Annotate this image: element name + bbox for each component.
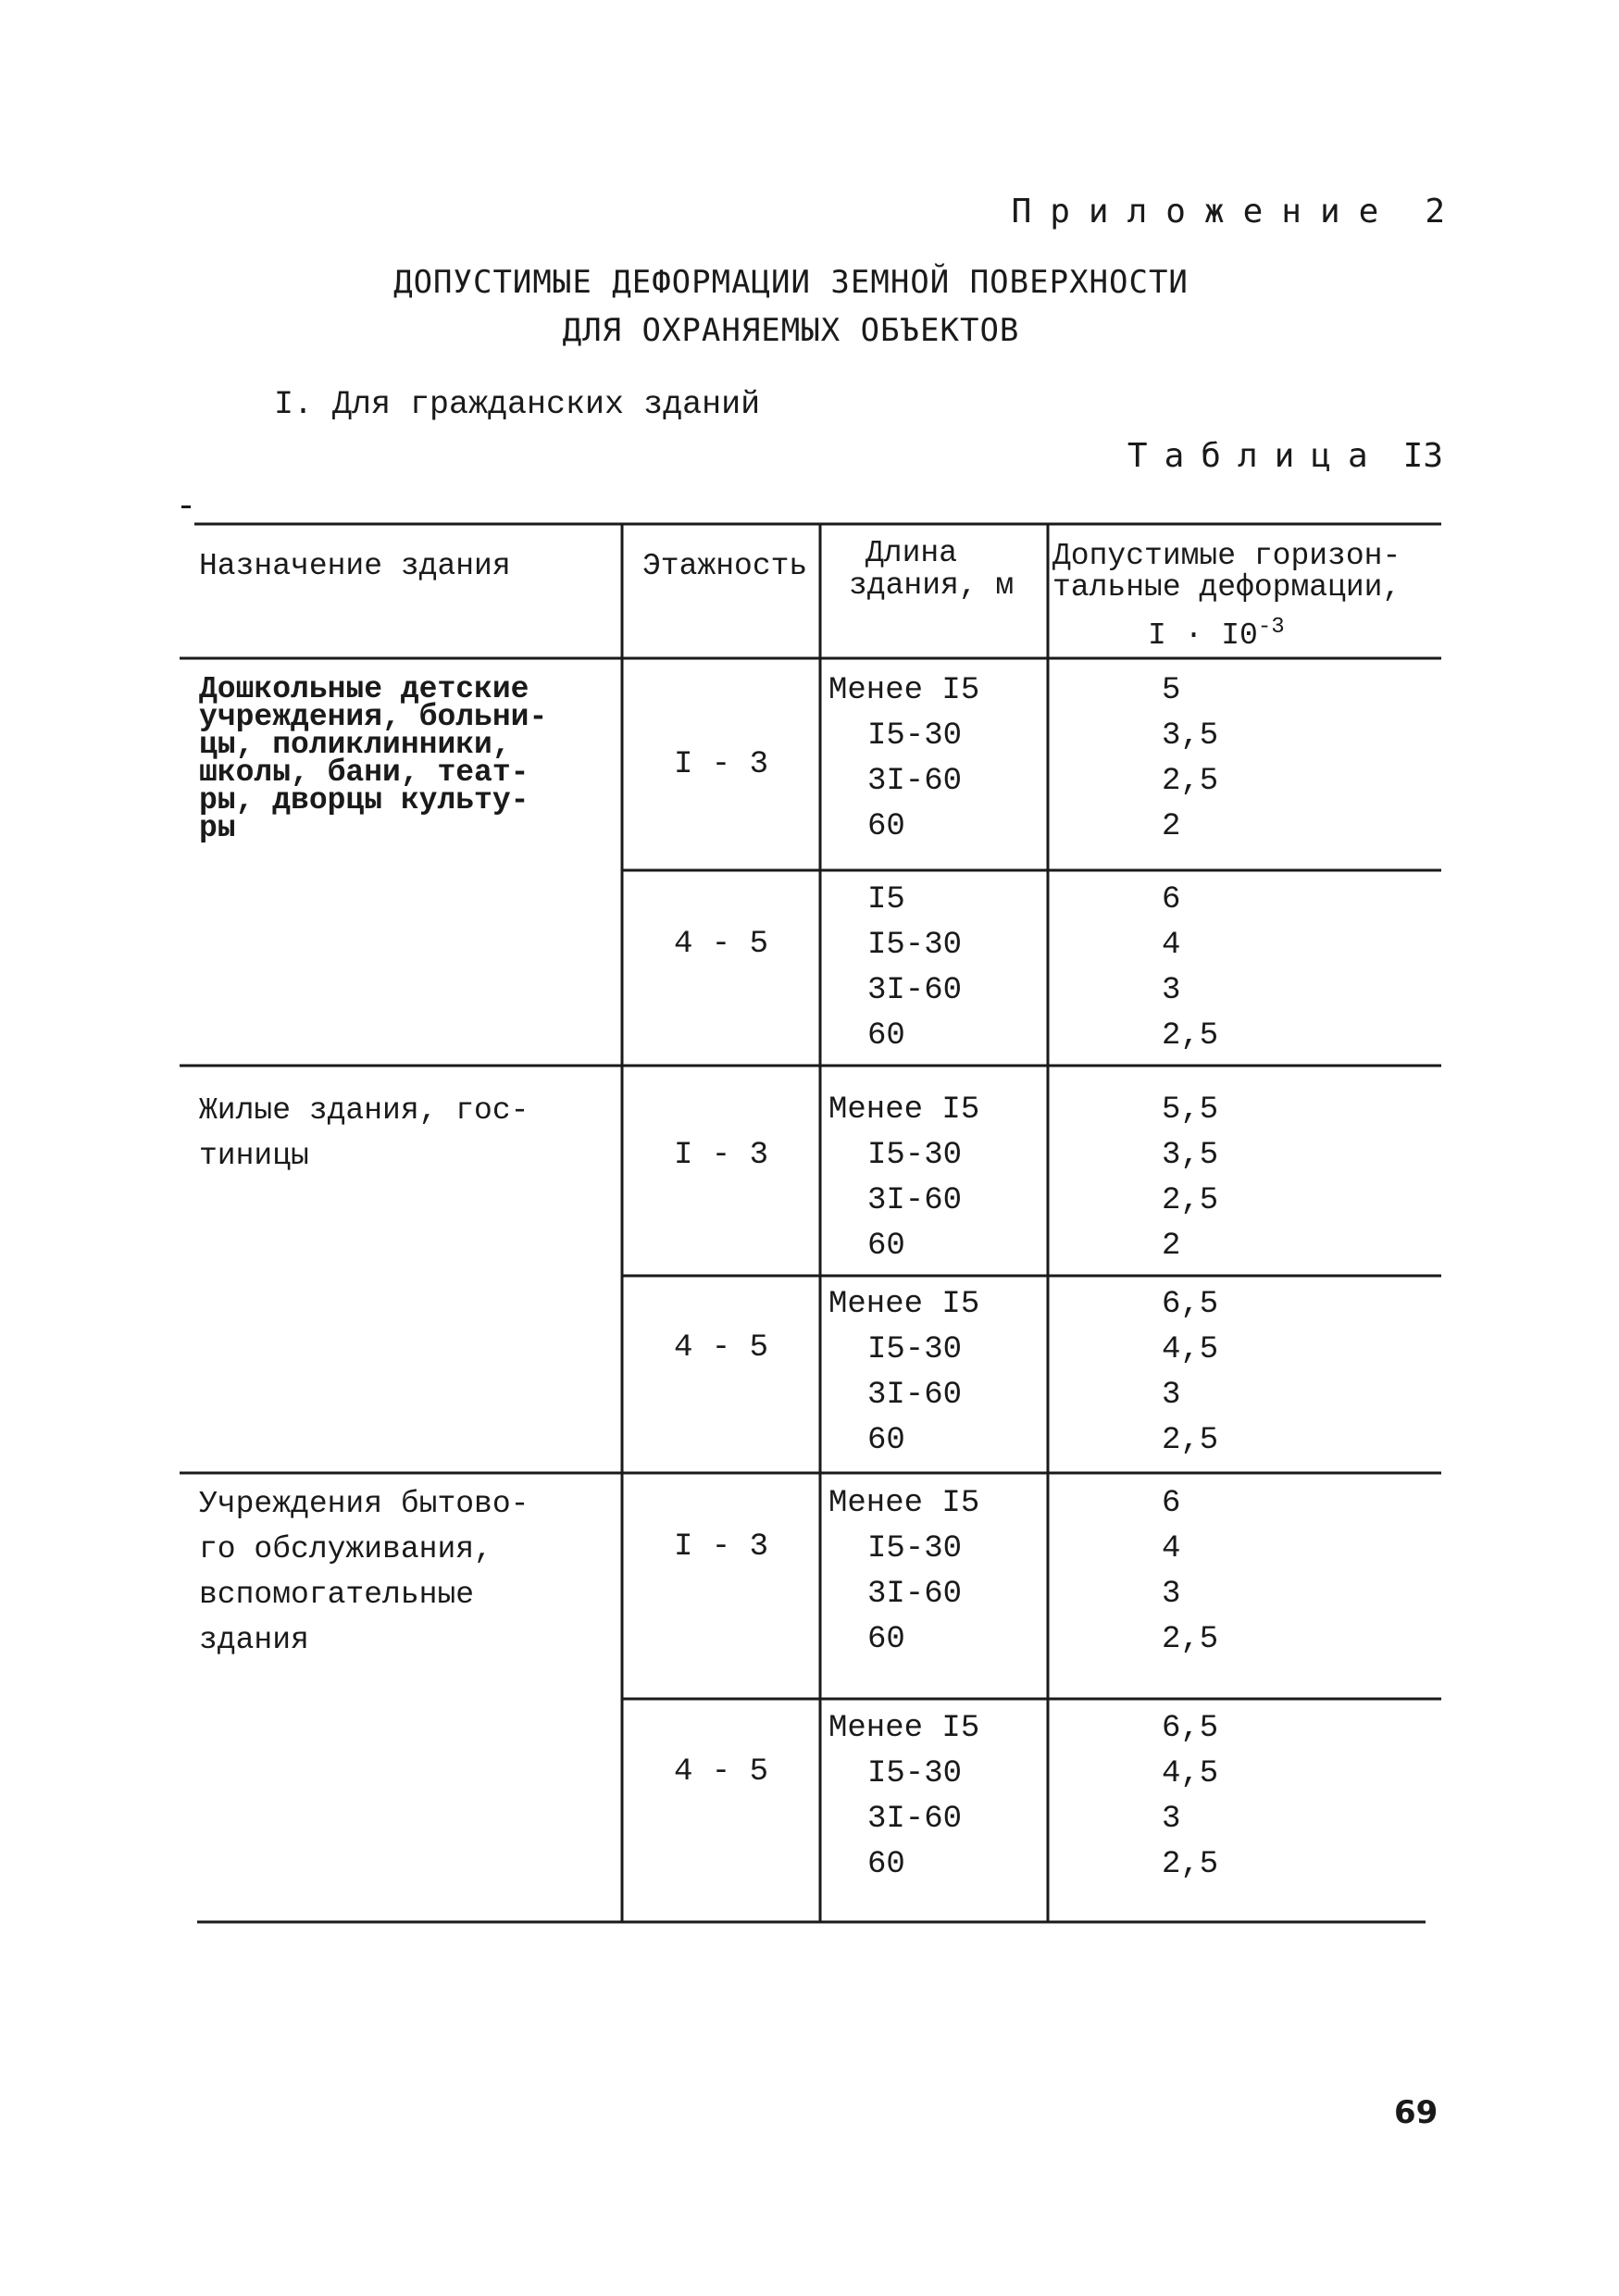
length-value: 3I-60	[867, 1378, 963, 1413]
purpose-line: тиницы	[199, 1139, 309, 1173]
values-g3-s2	[1162, 1706, 1218, 1888]
length-value: I5-30	[867, 1531, 963, 1566]
floors-g3-s2: 4 - 5	[673, 1754, 769, 1790]
length-value: I5-30	[867, 1138, 963, 1173]
purpose-group-1	[199, 672, 616, 845]
deformation-value: 2,5	[1162, 1847, 1219, 1882]
length-value: I5-30	[867, 718, 963, 754]
deformation-value: 2	[1162, 1229, 1181, 1264]
lengths-g3-s2	[828, 1706, 979, 1888]
deformation-value: 2,5	[1162, 764, 1219, 799]
deformation-value: 3	[1162, 973, 1181, 1008]
deformation-value: 4,5	[1162, 1756, 1219, 1791]
floors-g1-s1: I - 3	[673, 747, 769, 782]
floors-g1-s2: 4 - 5	[673, 927, 769, 962]
length-value: Менее I5	[828, 1486, 980, 1521]
deformation-value: 6	[1162, 882, 1181, 917]
deformation-value: 3,5	[1162, 1138, 1219, 1173]
length-value: Менее I5	[828, 1092, 980, 1128]
deformation-value: 2	[1162, 809, 1181, 844]
length-value: I5	[867, 882, 905, 917]
table-word: Таблица	[1127, 437, 1385, 475]
appendix-word: Приложение	[1011, 193, 1398, 231]
floors-g2-s1: I - 3	[673, 1138, 769, 1173]
deformation-value: 6	[1162, 1486, 1181, 1521]
purpose-group-2	[199, 1088, 616, 1179]
deformation-value: 2,5	[1162, 1183, 1219, 1218]
deformation-value: 6,5	[1162, 1287, 1219, 1322]
lengths-g2-s2	[828, 1282, 979, 1464]
purpose-line: Учреждения бытово-	[199, 1487, 529, 1521]
document-title-line-2: ДЛЯ ОХРАНЯЕМЫХ ОБЪЕКТОВ	[562, 312, 1020, 349]
header-length-2: здания, м	[849, 568, 1015, 603]
header-deformation-1: Допустимые горизон-	[1052, 539, 1401, 573]
deformation-value: 3,5	[1162, 718, 1219, 754]
length-value: 60	[867, 1847, 905, 1882]
purpose-line: Жилые здания, гос-	[199, 1093, 529, 1128]
document-title-line-1: ДОПУСТИМЫЕ ДЕФОРМАЦИИ ЗЕМНОЙ ПОВЕРХНОСТИ	[393, 264, 1189, 301]
header-deformation-2: тальные деформации,	[1052, 570, 1401, 605]
purpose-line: школы, бани, теат-	[199, 755, 529, 790]
unit-base: I · I0	[1148, 618, 1258, 653]
purpose-group-3	[199, 1481, 616, 1663]
length-value: 3I-60	[867, 1183, 963, 1218]
stray-mark	[181, 505, 191, 508]
floors-g2-s2: 4 - 5	[673, 1330, 769, 1366]
length-value: Менее I5	[828, 1711, 980, 1746]
table-number: I3	[1402, 437, 1443, 475]
length-value: I5-30	[867, 1332, 963, 1367]
deformation-value: 5,5	[1162, 1092, 1219, 1128]
page-number: 69	[1394, 2094, 1438, 2131]
length-value: 60	[867, 809, 905, 844]
deformation-value: 2,5	[1162, 1018, 1219, 1054]
deformation-value: 2,5	[1162, 1423, 1219, 1458]
header-length-1: Длина	[866, 536, 958, 570]
length-value: 60	[867, 1423, 905, 1458]
values-g2-s1	[1162, 1088, 1218, 1269]
values-g1-s1	[1162, 668, 1218, 850]
values-g3-s1	[1162, 1481, 1218, 1663]
length-value: 3I-60	[867, 1802, 963, 1837]
purpose-line: ры, дворцы культу-	[199, 783, 529, 817]
header-deformation-unit	[1148, 611, 1285, 652]
length-value: 3I-60	[867, 764, 963, 799]
lengths-g2-s1	[828, 1088, 979, 1269]
purpose-line: учреждения, больни-	[199, 700, 548, 734]
values-g1-s2	[1162, 878, 1218, 1059]
header-purpose: Назначение здания	[199, 549, 511, 583]
purpose-line: го обслуживания,	[199, 1532, 492, 1566]
lengths-g1-s2	[867, 878, 962, 1059]
header-floors: Этажность	[642, 549, 808, 583]
length-value: I5-30	[867, 928, 963, 963]
length-value: Менее I5	[828, 1287, 980, 1322]
section-heading: I. Для гражданских зданий	[274, 386, 761, 423]
deformation-value: 2,5	[1162, 1622, 1219, 1657]
appendix-label	[1012, 193, 1445, 231]
values-g2-s2	[1162, 1282, 1218, 1464]
deformation-value: 3	[1162, 1802, 1181, 1837]
purpose-line: здания	[199, 1623, 309, 1657]
unit-exponent: -3	[1257, 615, 1285, 640]
purpose-line: Дошкольные детские	[199, 672, 529, 706]
length-value: 60	[867, 1229, 905, 1264]
purpose-line: вспомогательные	[199, 1578, 475, 1612]
length-value: I5-30	[867, 1756, 963, 1791]
length-value: 60	[867, 1622, 905, 1657]
deformation-value: 4	[1162, 1531, 1181, 1566]
deformation-value: 4,5	[1162, 1332, 1219, 1367]
deformation-value: 6,5	[1162, 1711, 1219, 1746]
deformation-value: 3	[1162, 1378, 1181, 1413]
length-value: 60	[867, 1018, 905, 1054]
deformation-value: 4	[1162, 928, 1181, 963]
length-value: Менее I5	[828, 673, 980, 708]
length-value: 3I-60	[867, 973, 963, 1008]
appendix-number: 2	[1425, 193, 1445, 231]
purpose-line: цы, поликлинники,	[199, 728, 511, 762]
deformation-value: 3	[1162, 1577, 1181, 1612]
length-value: 3I-60	[867, 1577, 963, 1612]
deformation-value: 5	[1162, 673, 1181, 708]
floors-g3-s1: I - 3	[673, 1529, 769, 1565]
lengths-g3-s1	[828, 1481, 979, 1663]
lengths-g1-s1	[828, 668, 979, 850]
purpose-line: ры	[199, 811, 236, 845]
table-label	[1127, 437, 1443, 475]
